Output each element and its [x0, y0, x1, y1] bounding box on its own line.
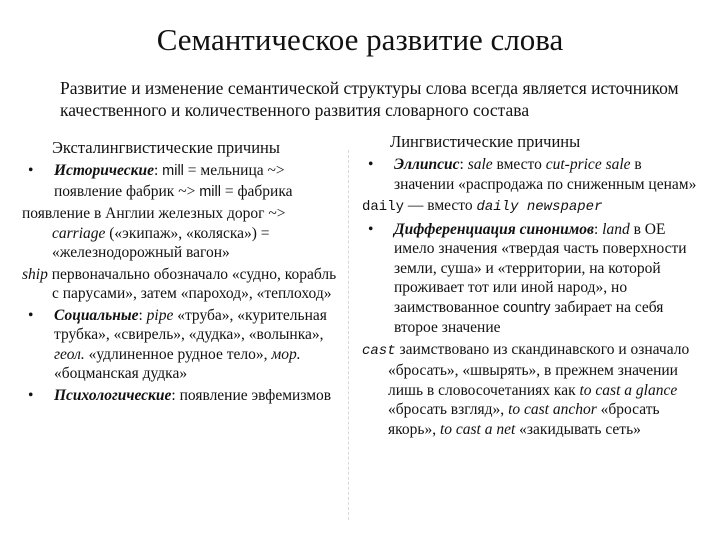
ellipsis-word-2: cut-price sale [545, 156, 631, 173]
differentiation-word: land [602, 220, 630, 238]
ship-item [22, 265, 340, 304]
railways-text-2: («экипаж», «коляска») = «железнодорожный вагон» [52, 224, 270, 261]
historical-term: Исторические [54, 162, 154, 179]
historical-example-1: mill [162, 163, 184, 179]
historical-text-2: = фабрика [220, 182, 293, 200]
historical-sep: : [153, 162, 163, 179]
ellipsis-sep: : [459, 156, 468, 173]
ellipsis-text-1: вместо [492, 156, 546, 173]
ellipsis-item [362, 155, 702, 194]
ellipsis-word-1: sale [467, 156, 493, 173]
extralinguistic-column [22, 138, 340, 405]
cast-phrase-1: to cast a glance [579, 381, 678, 399]
daily-text: — вместо [404, 197, 477, 214]
differentiation-term: Дифференциация синонимов [394, 220, 594, 238]
cast-word: cast [362, 342, 396, 359]
slide-intro: Развитие и изменение семантической структуры слова всегда является источником качественного и количественного развития словарного состава [60, 78, 679, 120]
extralinguistic-heading: Эксталингвистические причины [52, 138, 280, 157]
psychological-text: : появление эвфемизмов [171, 386, 332, 404]
historical-example-2: mill [199, 183, 221, 200]
cast-text-3: «бросать якорь», [388, 401, 660, 438]
linguistic-column [362, 132, 702, 439]
cast-item [362, 340, 702, 440]
railways-item [22, 204, 340, 263]
railways-word: carriage [52, 224, 106, 242]
social-term: Социальные [54, 306, 139, 324]
daily-word-2: daily newspaper [476, 199, 603, 215]
differentiation-item [362, 220, 702, 338]
social-text-2: «удлиненное рудное тело», [84, 345, 272, 363]
historical-text-1: = мельница ~> появление фабрик ~> [54, 162, 285, 200]
daily-word-1: daily [362, 199, 405, 215]
social-abbr-1: геол. [54, 345, 85, 363]
historical-item [22, 161, 340, 202]
differentiation-text-2: забирает на себя второе значение [394, 298, 664, 336]
ellipsis-term: Эллипсис [394, 156, 460, 173]
slide-title: Семантическое развитие слова [156, 22, 564, 57]
differentiation-text-1: в ОЕ имело значения «твердая часть поверхности земли, суша» и «территории, на которой проживает тот или иной народ», но заимствованное [394, 220, 687, 316]
social-text-1: «труба», «курительная трубка», «свирель», «дудка», «волынка», [54, 306, 327, 343]
cast-text-4: «закидывать сеть» [515, 420, 641, 438]
social-abbr-2: мор. [271, 345, 301, 363]
linguistic-heading: Лингвистические причины [390, 132, 581, 151]
ship-word: ship [22, 265, 48, 283]
daily-item [362, 196, 702, 218]
railways-text-1: появление в Англии железных дорог ~> [22, 205, 286, 222]
social-word: pipe [146, 306, 174, 324]
cast-phrase-3: to cast a net [439, 420, 516, 438]
ship-text: первоначально обозначало «судно, корабль с парусами», затем «пароход», «теплоход» [47, 265, 337, 302]
social-item [22, 306, 340, 384]
column-divider [348, 150, 349, 520]
cast-phrase-2: to cast anchor [508, 401, 597, 418]
differentiation-word-2: country [503, 299, 551, 316]
ellipsis-text-2: в значении «распродажа по сниженным ценам» [394, 156, 697, 193]
cast-text-2: «бросать взгляд», [388, 401, 509, 418]
psychological-term: Психологические [54, 386, 172, 404]
psychological-item [22, 386, 340, 406]
social-sep: : [138, 306, 147, 324]
social-text-3: «боцманская дудка» [54, 365, 188, 382]
cast-text-1: заимствовано из скандинавского и означало «бросать», «швырять», в прежнем значении лишь в словосочетаниях как [388, 340, 690, 399]
differentiation-sep: : [593, 220, 603, 238]
